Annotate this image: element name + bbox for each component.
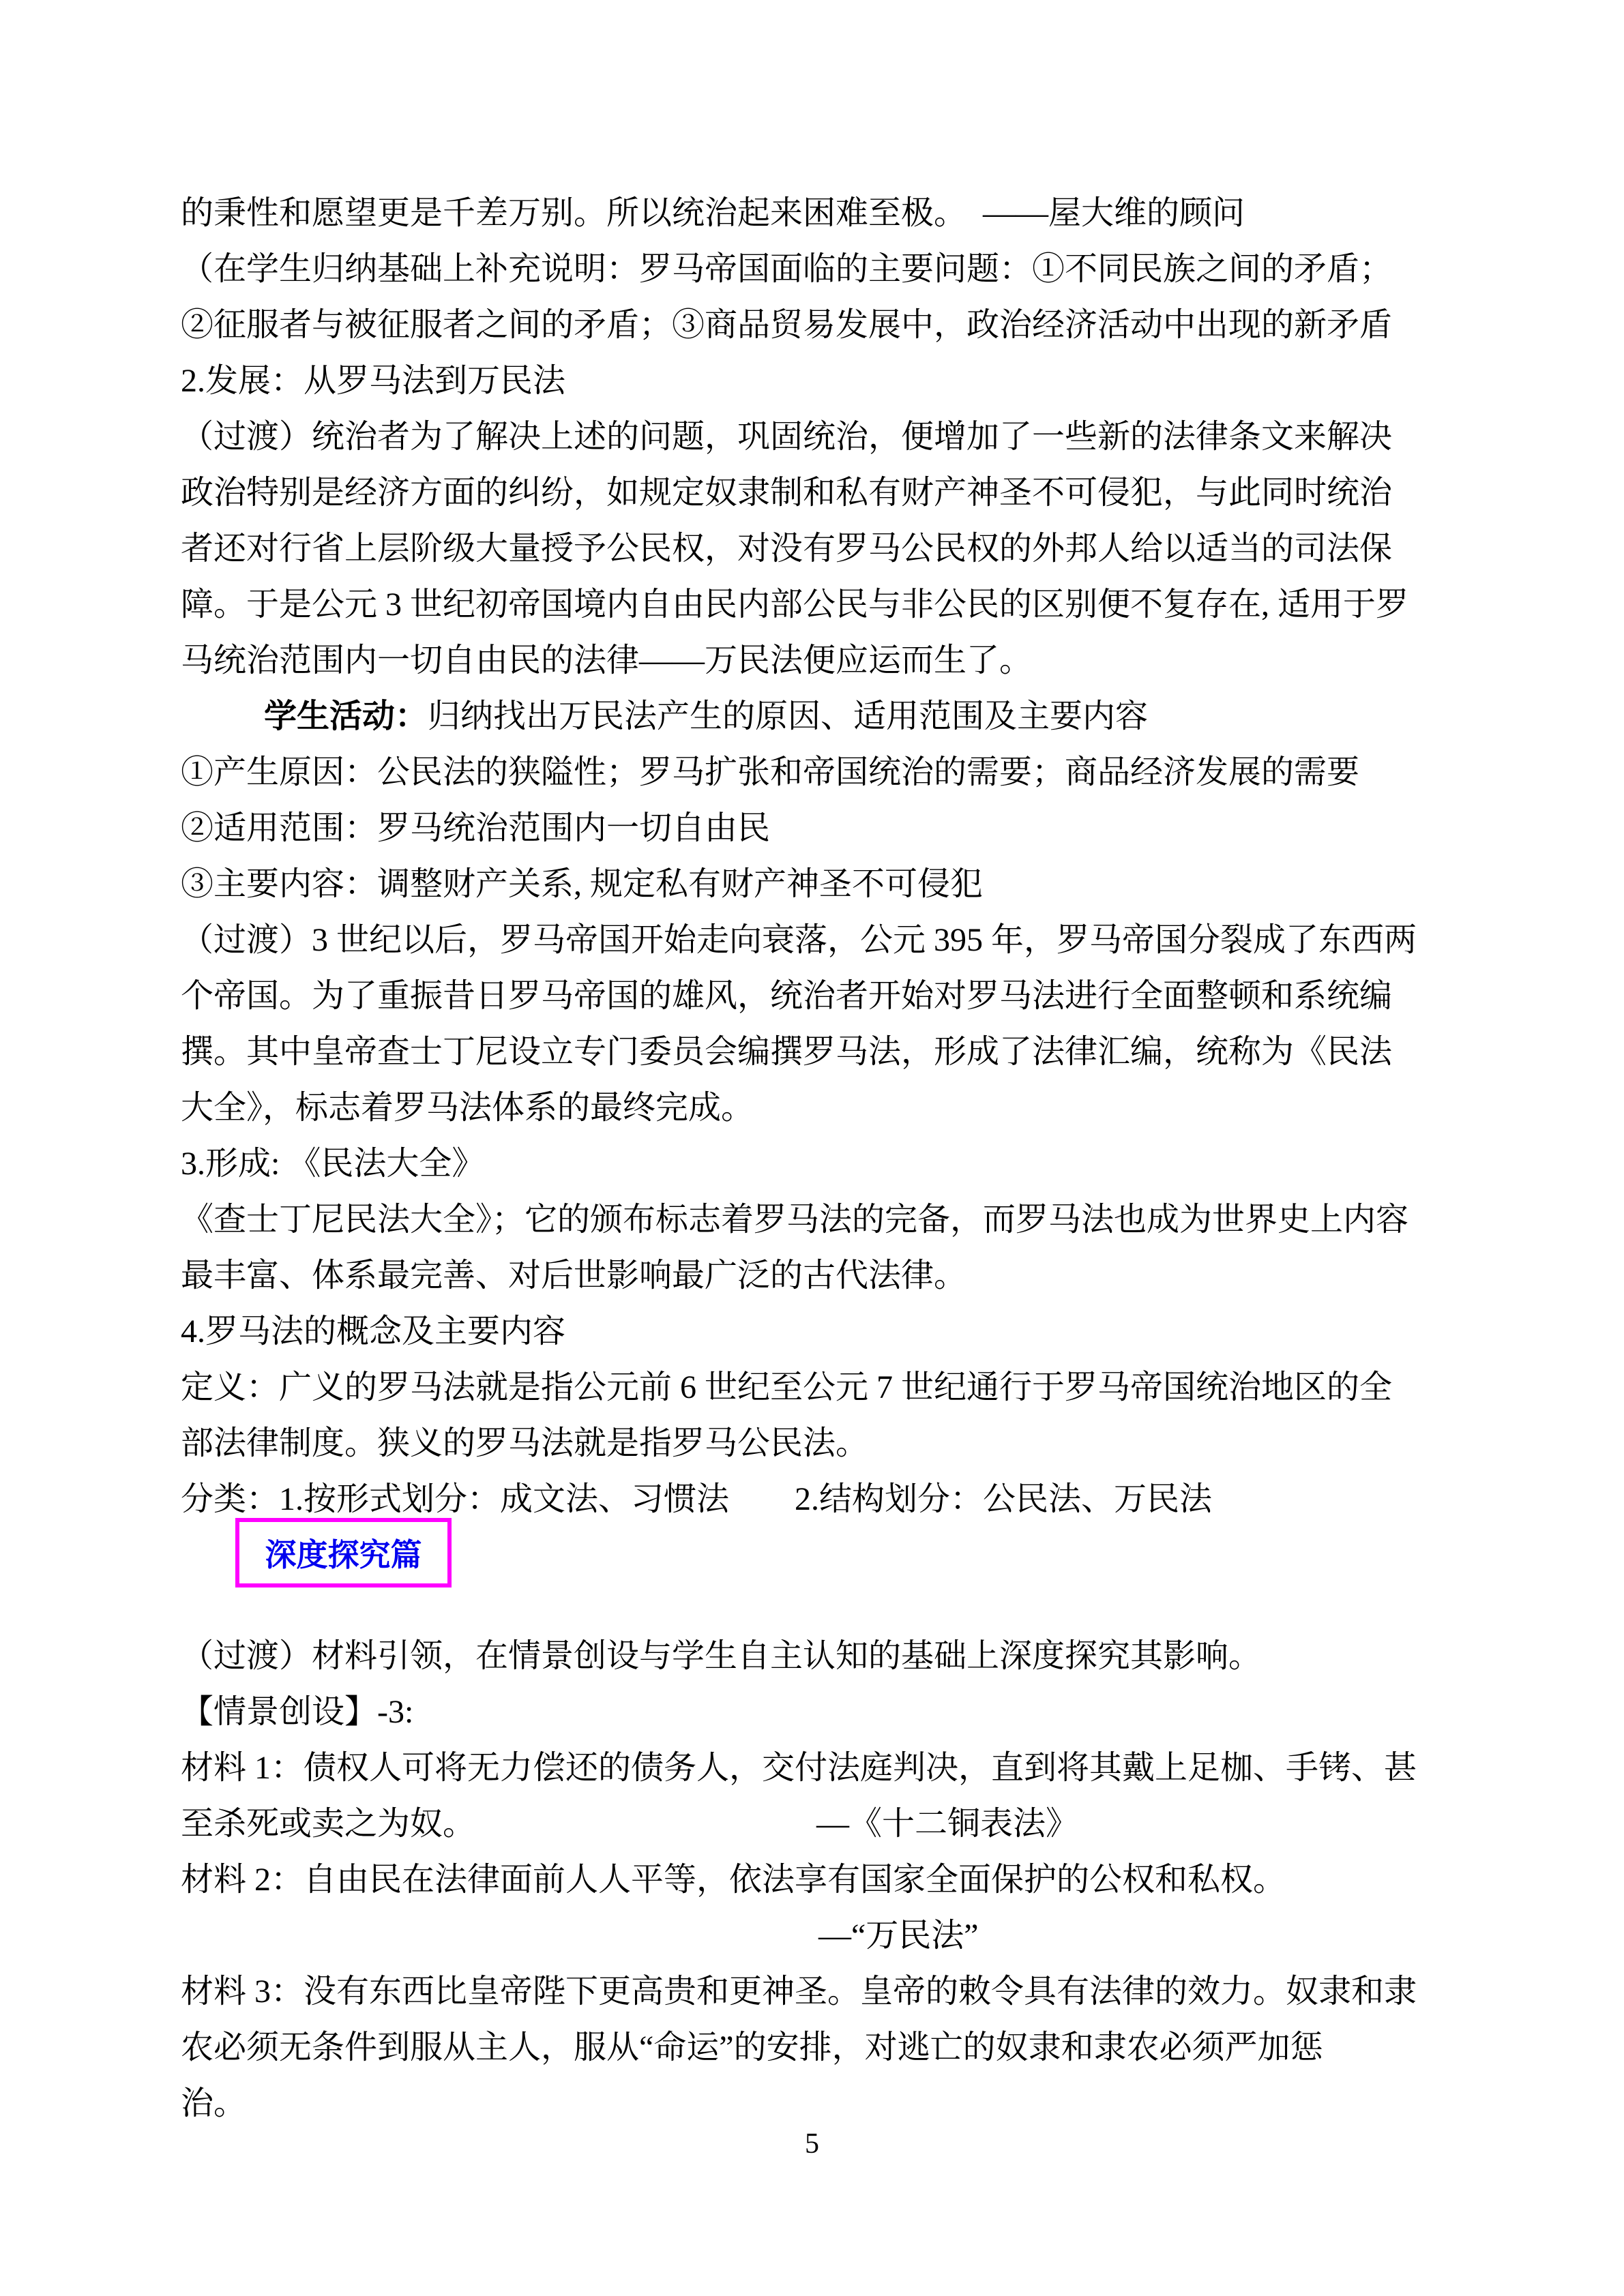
text-line: （过渡）材料引领，在情景创设与学生自主认知的基础上深度探究其影响。 [181, 1638, 1262, 1674]
text-line: 的秉性和愿望更是千差万别。所以统治起来困难至极。 ——屋大维的顾问 [181, 195, 1245, 231]
material-1-end-text: 至杀死或卖之为奴。 [181, 1806, 476, 1842]
text-line: 撰。其中皇帝查士丁尼设立专门委员会编撰罗马法，形成了法律汇编，统称为《民法 [181, 1034, 1393, 1070]
text-line: 政治特别是经济方面的纠纷，如规定奴隶制和私有财产神圣不可侵犯，与此同时统治 [181, 475, 1393, 511]
text-line: ②适用范围：罗马统治范围内一切自由民 [181, 810, 771, 846]
student-activity-text: 归纳找出万民法产生的原因、适用范围及主要内容 [428, 698, 1149, 734]
twelve-tables-citation: —《十二铜表法》 [816, 1806, 1079, 1842]
student-activity-label: 学生活动： [264, 698, 428, 734]
text-line: （过渡）统治者为了解决上述的问题，巩固统治，便增加了一些新的法律条文来解决 [181, 419, 1393, 455]
heading-formation: 3.形成: 《民法大全》 [181, 1146, 485, 1182]
text-line: 治。 [181, 2085, 247, 2121]
student-activity-line [181, 689, 1460, 745]
text-line: ③主要内容：调整财产关系, 规定私有财产神圣不可侵犯 [181, 866, 984, 902]
heading-concept: 4.罗马法的概念及主要内容 [181, 1313, 566, 1350]
text-line: （在学生归纳基础上补充说明：罗马帝国面临的主要问题：①不同民族之间的矛盾； [181, 251, 1393, 287]
text-line: 分类：1.按形式划分：成文法、习惯法 2.结构划分：公民法、万民法 [181, 1481, 1213, 1517]
text-line: 大全》，标志着罗马法体系的最终完成。 [181, 1090, 754, 1126]
text-line: 马统治范围内一切自由民的法律——万民法便应运而生了。 [181, 642, 1033, 679]
scenario-heading: 【情景创设】-3: [181, 1694, 414, 1730]
text-line: ②征服者与被征服者之间的矛盾；③商品贸易发展中，政治经济活动中出现的新矛盾 [181, 307, 1393, 343]
page-number: 5 [805, 2128, 819, 2160]
explore-box [235, 1518, 452, 1587]
text-line: 《查士丁尼民法大全》；它的颁布标志着罗马法的完备，而罗马法也成为世界史上内容 [181, 1202, 1409, 1238]
material-1-line: 材料 1：债权人可将无力偿还的债务人，交付法庭判决，直到将其戴上足枷、手铐、甚 [181, 1750, 1417, 1786]
text-line: 最丰富、体系最完善、对后世影响最广泛的古代法律。 [181, 1257, 967, 1294]
text-line: ①产生原因：公民法的狭隘性；罗马扩张和帝国统治的需要；商品经济发展的需要 [181, 754, 1360, 790]
explore-box-label: 深度探究篇 [265, 1537, 422, 1572]
text-line: 部法律制度。狭义的罗马法就是指罗马公民法。 [181, 1425, 869, 1461]
text-line: 障。于是公元 3 世纪初帝国境内自由民内部公民与非公民的区别便不复存在, 适用于罗 [181, 586, 1409, 623]
text-line: 者还对行省上层阶级大量授予公民权，对没有罗马公民权的外邦人给以适当的司法保 [181, 531, 1393, 567]
text-line: 定义：广义的罗马法就是指公元前 6 世纪至公元 7 世纪通行于罗马帝国统治地区的全 [181, 1369, 1393, 1405]
material-1-end-line [181, 1796, 1460, 1852]
text-line: 个帝国。为了重振昔日罗马帝国的雄风，统治者开始对罗马法进行全面整顿和系统编 [181, 978, 1393, 1014]
material-2-line: 材料 2：自由民在法律面前人人平等，依法享有国家全面保护的公权和私权。 [181, 1862, 1286, 1898]
text-line: （过渡）3 世纪以后，罗马帝国开始走向衰落，公元 395 年，罗马帝国分裂成了东西两 [181, 922, 1417, 958]
heading-development: 2.发展：从罗马法到万民法 [181, 363, 566, 399]
wanminfa-citation: —“万民法” [818, 1918, 979, 1954]
text-line: 农必须无条件到服从主人，服从“命运”的安排，对逃亡的奴隶和隶农必须严加惩 [181, 2029, 1323, 2066]
material-3-line: 材料 3：没有东西比皇帝陛下更高贵和更神圣。皇帝的敕令具有法律的效力。奴隶和隶 [181, 1973, 1417, 2010]
